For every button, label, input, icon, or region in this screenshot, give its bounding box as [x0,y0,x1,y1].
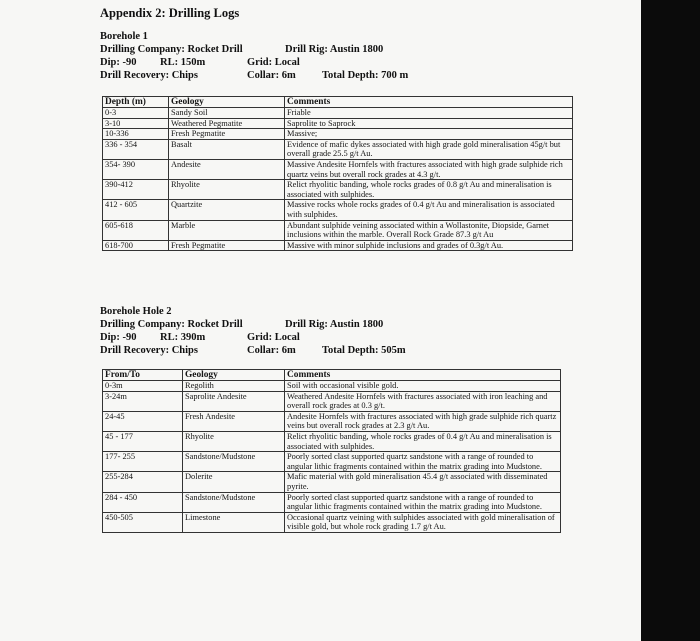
table-row [103,452,561,472]
dark-background-strip [641,0,700,641]
borehole2-name: Borehole Hole 2 [100,306,172,317]
comments-cell: Andesite Hornfels with fractures associated with high grade sulphide rich quartz veins but overall rock grades at 2.3 g/t Au. [285,411,561,431]
column-header-comments: Comments [285,370,561,381]
table-row [103,118,573,129]
depth-cell: 412 - 605 [103,200,169,220]
column-header-from-to: From/To [103,370,183,381]
comments-cell: Massive with minor sulphide inclusions and grades of 0.3g/t Au. [285,240,573,251]
comments-cell: Weathered Andesite Hornfels with fractures associated with iron leaching and overall rock grades at 0.3 g/t. [285,391,561,411]
borehole2-dip: Dip: -90 [100,332,137,343]
borehole1-total-depth: Total Depth: 700 m [322,70,409,81]
borehole1-grid: Grid: Local [247,57,300,68]
table-row [103,391,561,411]
geology-cell: Sandstone/Mudstone [183,452,285,472]
geology-cell: Andesite [169,159,285,179]
table-header-row [103,370,561,381]
borehole1-rl: RL: 150m [160,57,206,68]
table-row [103,240,573,251]
borehole1-company: Drilling Company: Rocket Drill [100,44,243,55]
table-row [103,108,573,119]
borehole1-rig: Drill Rig: Austin 1800 [285,44,384,55]
comments-cell: Saprolite to Saprock [285,118,573,129]
comments-cell: Soil with occasional visible gold. [285,381,561,392]
depth-cell: 3-10 [103,118,169,129]
borehole1-collar: Collar: 6m [247,70,296,81]
geology-cell: Limestone [183,512,285,532]
depth-cell: 0-3 [103,108,169,119]
geology-cell: Marble [169,220,285,240]
geology-cell: Rhyolite [183,431,285,451]
depth-cell: 284 - 450 [103,492,183,512]
comments-cell: Massive rocks whole rocks grades of 0.4 g/t Au and mineralisation is associated with sulphides. [285,200,573,220]
geology-cell: Rhyolite [169,180,285,200]
table-header-row [103,97,573,108]
column-header-geology: Geology [169,97,285,108]
borehole2-collar: Collar: 6m [247,345,296,356]
comments-cell: Occasional quartz veining with sulphides associated with gold mineralisation of visible gold, but whole rock grading 1.7 g/t Au. [285,512,561,532]
table-row [103,431,561,451]
table-row [103,159,573,179]
table-row [103,139,573,159]
table-row [103,180,573,200]
table-row [103,129,573,140]
borehole2-company: Drilling Company: Rocket Drill [100,319,243,330]
comments-cell: Friable [285,108,573,119]
table-row [103,381,561,392]
column-header-depth: Depth (m) [103,97,169,108]
table-row [103,220,573,240]
geology-cell: Fresh Andesite [183,411,285,431]
geology-cell: Regolith [183,381,285,392]
geology-cell: Quartzite [169,200,285,220]
table-row [103,411,561,431]
depth-cell: 618-700 [103,240,169,251]
table-row [103,492,561,512]
comments-cell: Relict rhyolitic banding, whole rocks grades of 0.8 g/t Au and mineralisation is associated with sulphides. [285,180,573,200]
borehole1-log-table [102,96,573,251]
depth-cell: 45 - 177 [103,431,183,451]
table-row [103,512,561,532]
geology-cell: Fresh Pegmatite [169,129,285,140]
geology-cell: Dolerite [183,472,285,492]
depth-cell: 177- 255 [103,452,183,472]
geology-cell: Weathered Pegmatite [169,118,285,129]
geology-cell: Sandy Soil [169,108,285,119]
borehole1-dip: Dip: -90 [100,57,137,68]
borehole1-recovery: Drill Recovery: Chips [100,70,198,81]
borehole2-rl: RL: 390m [160,332,206,343]
table-row [103,200,573,220]
depth-cell: 24-45 [103,411,183,431]
borehole2-recovery: Drill Recovery: Chips [100,345,198,356]
comments-cell: Poorly sorted clast supported quartz sandstone with a range of rounded to angular lithic fragments contained within the matrix grading into Mudstone. [285,492,561,512]
column-header-comments: Comments [285,97,573,108]
borehole2-log-table [102,369,561,533]
borehole1-name: Borehole 1 [100,31,148,42]
column-header-geology: Geology [183,370,285,381]
geology-cell: Fresh Pegmatite [169,240,285,251]
comments-cell: Evidence of mafic dykes associated with high grade gold mineralisation 45g/t but overall grade 25.5 g/t Au. [285,139,573,159]
borehole2-rig: Drill Rig: Austin 1800 [285,319,384,330]
geology-cell: Sandstone/Mudstone [183,492,285,512]
depth-cell: 255-284 [103,472,183,492]
comments-cell: Poorly sorted clast supported quartz sandstone with a range of rounded to angular lithic fragments contained within the matrix grading into Mudstone. [285,452,561,472]
depth-cell: 605-618 [103,220,169,240]
comments-cell: Abundant sulphide veining associated within a Wollastonite, Diopside, Garnet inclusions within the marble. Overall Rock Grade 87.3 g/t Au [285,220,573,240]
comments-cell: Massive; [285,129,573,140]
depth-cell: 10-336 [103,129,169,140]
comments-cell: Relict rhyolitic banding, whole rocks grades of 0.4 g/t Au and mineralisation is associated with sulphides. [285,431,561,451]
geology-cell: Basalt [169,139,285,159]
table-row [103,472,561,492]
depth-cell: 0-3m [103,381,183,392]
appendix-title: Appendix 2: Drilling Logs [100,6,240,20]
depth-cell: 3-24m [103,391,183,411]
comments-cell: Massive Andesite Hornfels with fractures associated with high grade sulphide rich quartz veins but overall rock grades at 4.3 g/t. [285,159,573,179]
depth-cell: 450-505 [103,512,183,532]
depth-cell: 336 - 354 [103,139,169,159]
depth-cell: 354- 390 [103,159,169,179]
geology-cell: Saprolite Andesite [183,391,285,411]
borehole2-total-depth: Total Depth: 505m [322,345,406,356]
comments-cell: Mafic material with gold mineralisation 45.4 g/t associated with disseminated pyrite. [285,472,561,492]
depth-cell: 390-412 [103,180,169,200]
borehole2-grid: Grid: Local [247,332,300,343]
